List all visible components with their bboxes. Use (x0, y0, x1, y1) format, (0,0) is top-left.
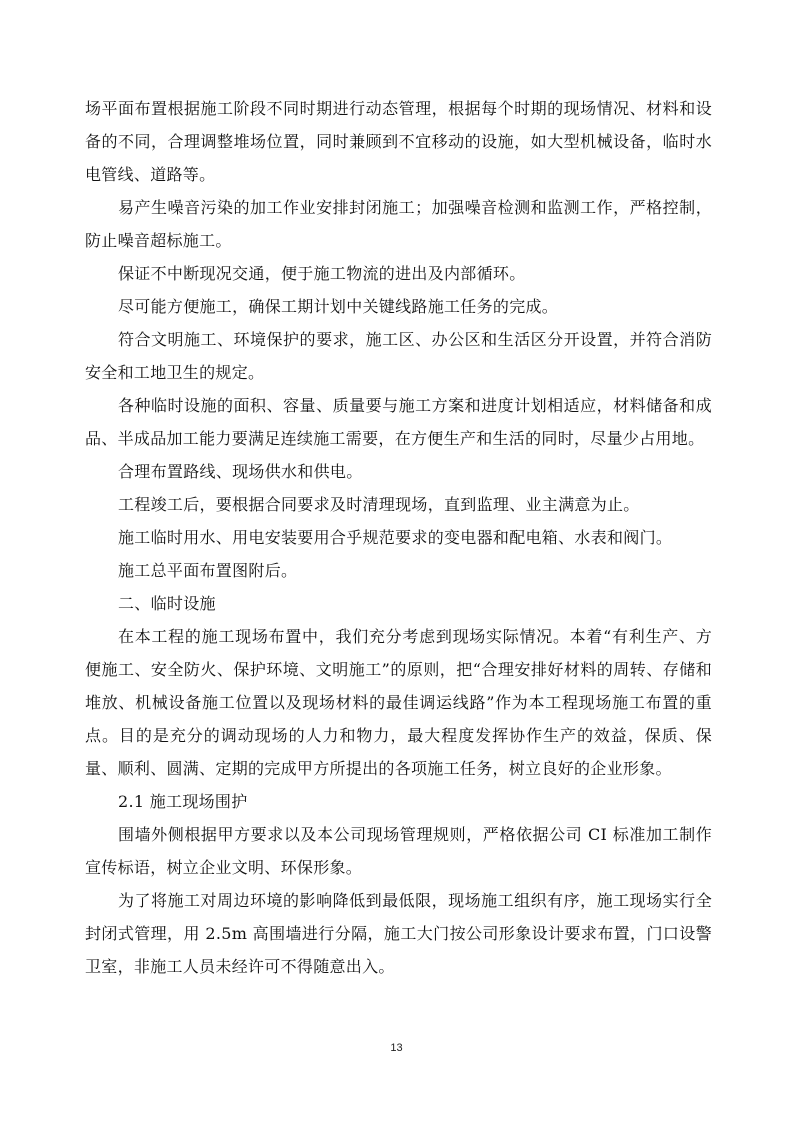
paragraph-traffic: 保证不中断现况交通，便于施工物流的进出及内部循环。 (118, 264, 526, 283)
page-number: 13 (390, 1042, 403, 1054)
document-body (85, 92, 712, 983)
paragraph-civilized-construction: 符合文明施工、环境保护的要求，施工区、办公区和生活区分开设置，并符合消防安全和工地卫生的规定。 (85, 330, 712, 382)
paragraph-enclosure-signage: 围墙外侧根据甲方要求以及本公司现场管理规则，严格依据公司 CI 标准加工制作宣传标语，树立企业文明、环保形象。 (85, 825, 712, 877)
paragraph-temporary-facilities-area: 各种临时设施的面积、容量、质量要与施工方案和进度计划相适应，材料储备和成品、半成品加工能力要满足连续施工需要，在方便生产和生活的同时，尽量少占用地。 (85, 396, 712, 448)
paragraph-site-cleanup: 工程竣工后，要根据合同要求及时清理现场，直到监理、业主满意为止。 (118, 495, 640, 514)
paragraph-convenience: 尽可能方便施工，确保工期计划中关键线路施工任务的完成。 (118, 297, 559, 316)
paragraph-routes-utilities: 合理布置路线、现场供水和供电。 (118, 462, 363, 481)
paragraph-noise-control: 易产生噪音污染的加工作业安排封闭施工；加强噪音检测和监测工作，严格控制，防止噪音超标施工。 (85, 198, 712, 250)
section-heading-temporary-facilities: 二、临时设施 (118, 594, 216, 613)
subsection-heading-site-enclosure: 2.1 施工现场围护 (118, 792, 248, 811)
paragraph-layout-attachment: 施工总平面布置图附后。 (118, 561, 298, 580)
paragraph-site-arrangement: 在本工程的施工现场布置中，我们充分考虑到现场实际情况。本着“有利生产、方便施工、安全防火、保护环境、文明施工”的原则，把“合理安排好材料的周转、存储和堆放、机械设备施工位置以及现场材料的最佳调运线路”作为本工程现场施工布置的重点。目的是充分的调动现场的人力和物力，最大程度发挥协作生产的效益，保质、保量、顺利、圆满、定期的完成甲方所提出的各项施工任务，树立良好的企业形象。 (85, 627, 712, 778)
paragraph-layout-continuation: 场平面布置根据施工阶段不同时期进行动态管理，根据每个时期的现场情况、材料和设备的不同，合理调整堆场位置，同时兼顾到不宜移动的设施，如大型机械设备，临时水电管线、道路等。 (85, 99, 712, 184)
paragraph-enclosed-management: 为了将施工对周边环境的影响降低到最低限，现场施工组织有序，施工现场实行全封闭式管理，用 2.5m 高围墙进行分隔，施工大门按公司形象设计要求布置，门口设警卫室，非施工人员未经许可不得随意出入。 (85, 891, 712, 976)
paragraph-temporary-power-water: 施工临时用水、用电安装要用合乎规范要求的变电器和配电箱、水表和阀门。 (118, 528, 673, 547)
